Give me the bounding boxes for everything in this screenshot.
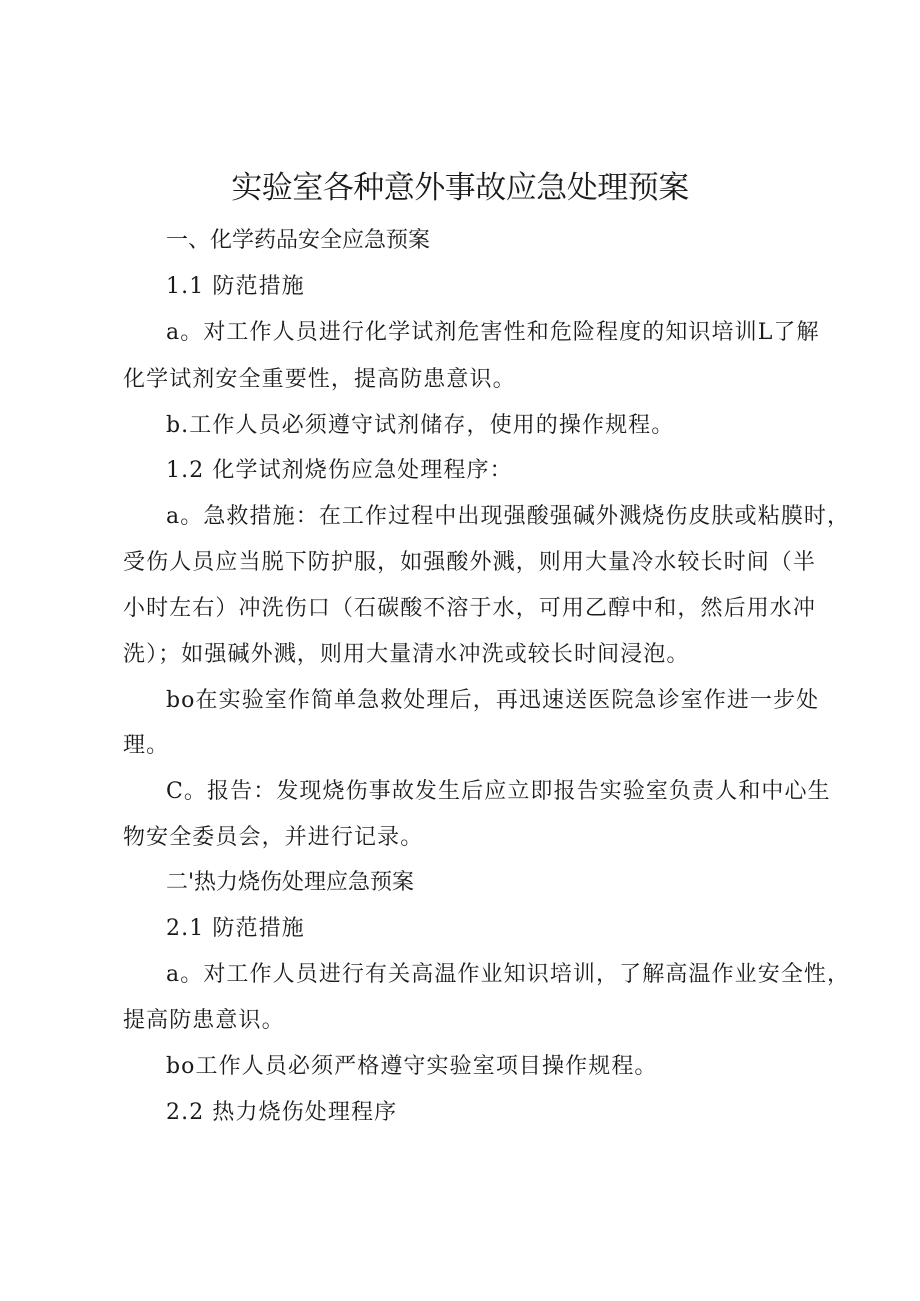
section-heading-1: 一、化学药品安全应急预案 [166, 228, 431, 253]
paragraph-line: b.工作人员必须遵守试剂储存，使用的操作规程。 [166, 413, 675, 438]
subsection-heading-2-1: 2.1 防范措施 [166, 916, 305, 941]
paragraph-line: 受伤人员应当脱下防护服，如强酸外溅，则用大量冷水较长时间（半 [123, 550, 817, 575]
paragraph-line: 理。 [123, 733, 170, 758]
paragraph-line: 提高防患意识。 [123, 1008, 285, 1033]
paragraph-line: 小时左右）冲洗伤口（石碳酸不溶于水，可用乙醇中和，然后用水冲 [123, 596, 817, 621]
paragraph-line: 物安全委员会，并进行记录。 [123, 825, 424, 850]
paragraph-line: a。对工作人员进行有关高温作业知识培训，了解高温作业安全性， [166, 962, 851, 987]
paragraph-line: a。对工作人员进行化学试剂危害性和危险程度的知识培训L了解 [166, 320, 820, 345]
paragraph-line: C。报告：发现烧伤事故发生后应立即报告实验室负责人和中心生 [166, 779, 831, 804]
section-heading-2: 二'热力烧伤处理应急预案 [166, 870, 415, 895]
paragraph-line: 化学试剂安全重要性，提高防患意识。 [123, 367, 516, 392]
subsection-heading-1-1: 1.1 防范措施 [166, 274, 305, 299]
subsection-heading-1-2: 1.2 化学试剂烧伤应急处理程序： [166, 458, 513, 483]
subsection-heading-2-2: 2.2 热力烧伤处理程序 [166, 1100, 398, 1125]
paragraph-line: bo在实验室作简单急救处理后，再迅速送医院急诊室作进一步处 [166, 688, 820, 713]
paragraph-line: a。急救措施：在工作过程中出现强酸强碱外溅烧伤皮肤或粘膜时， [166, 504, 851, 529]
paragraph-line: 洗）；如强碱外溅，则用大量清水冲洗或较长时间浸泡。 [123, 642, 690, 667]
paragraph-line: bo工作人员必须严格遵守实验室项目操作规程。 [166, 1054, 658, 1079]
document-title: 实验室各种意外事故应急处理预案 [231, 170, 689, 206]
